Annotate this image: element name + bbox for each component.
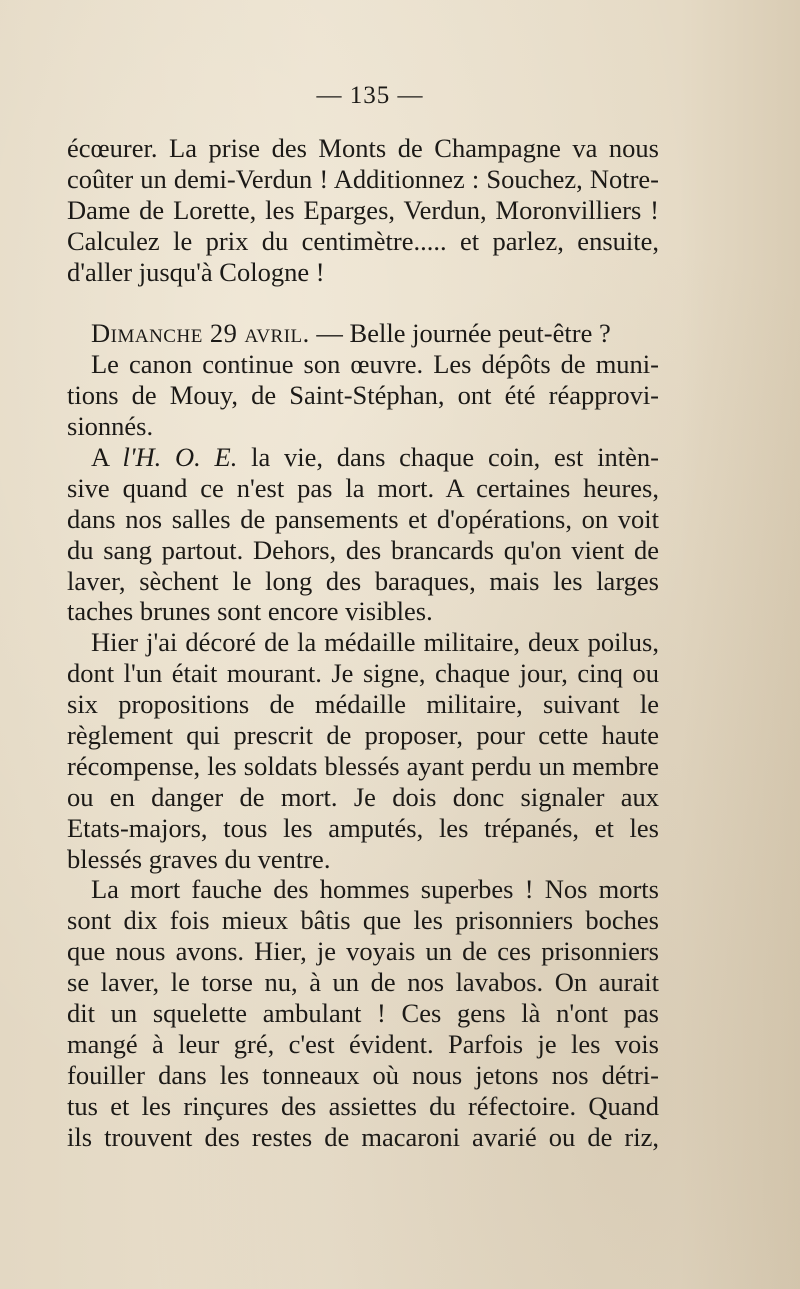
text-line: La mort fauche des hommes superbes ! Nos morts [91,874,659,905]
text-line: blessés graves du ventre. [67,843,331,874]
paragraph-5 [67,874,659,1152]
text-line: six propositions de médaille militaire, suivant le [67,689,659,720]
text-line: Hier j'ai décoré de la médaille militaire, deux poilus, [91,627,659,658]
entry-heading [67,318,659,349]
text-fragment: A [91,442,123,473]
text-line: sont dix fois mieux bâtis que les prisonniers boches [67,905,659,936]
text-line: Dame de Lorette, les Eparges, Verdun, Moronvilliers ! [67,194,659,225]
text-line: dans nos salles de pansements et d'opérations, on voit [67,503,659,534]
text-line: coûter un demi-Verdun ! Additionnez : Souchez, Notre- [67,163,659,194]
text-line: taches brunes sont encore visibles. [67,596,433,627]
text-line: règlement qui prescrit de proposer, pour cette haute [67,720,659,751]
text-fragment: la vie, dans chaque coin, est intèn- [237,442,660,473]
text-line: d'aller jusqu'à Cologne ! [67,256,325,287]
text-line: tus et les rinçures des assiettes du réfectoire. Quand [67,1090,659,1121]
entry-heading-line [67,318,659,349]
text-line: récompense, les soldats blessés ayant perdu un membre [67,750,659,781]
text-line [67,442,659,473]
hospital-abbreviation: l'H. O. E. [122,442,238,473]
text-line: fouiller dans les tonneaux où nous jetons nos détri- [67,1059,659,1090]
text-line: Le canon continue son œuvre. Les dépôts de muni- [91,349,659,380]
entry-date: Dimanche 29 avril. [91,318,310,349]
paragraph-4 [67,627,659,874]
text-line: écœurer. La prise des Monts de Champagne va nous [67,133,659,163]
text-line: mangé à leur gré, c'est évident. Parfois je les vois [67,1028,659,1059]
text-line: Calculez le prix du centimètre..... et parlez, ensuite, [67,225,659,256]
paragraph-gap [67,287,659,318]
paragraph-1 [67,133,659,287]
paragraph-3 [67,442,659,627]
text-line: dont l'un était mourant. Je signe, chaque jour, cinq ou [67,658,659,689]
page-number: — 135 — [316,82,424,109]
text-line: dit un squelette ambulant ! Ces gens là n'ont pas [67,998,659,1029]
text-line: du sang partout. Dehors, des brancards qu'on vient de [67,534,659,565]
text-line: tions de Mouy, de Saint-Stéphan, ont été réapprovi- [67,380,659,411]
text-line: sionnés. [67,411,154,442]
text-line: se laver, le torse nu, à un de nos lavabos. On aurait [67,967,659,998]
paragraph-2 [67,349,659,442]
text-line: laver, sèchent le long des baraques, mais les larges [67,565,659,596]
text-line: Etats-majors, tous les amputés, les trépanés, et les [67,812,659,843]
text-line: ils trouvent des restes de macaroni avarié ou de riz, [67,1121,659,1152]
entry-heading-text: — Belle journée peut-être ? [309,318,611,349]
text-line: sive quand ce n'est pas la mort. A certaines heures, [67,472,659,503]
body-text [67,133,659,1153]
text-line: ou en danger de mort. Je dois donc signaler aux [67,781,659,812]
text-line: que nous avons. Hier, je voyais un de ces prisonniers [67,936,659,967]
